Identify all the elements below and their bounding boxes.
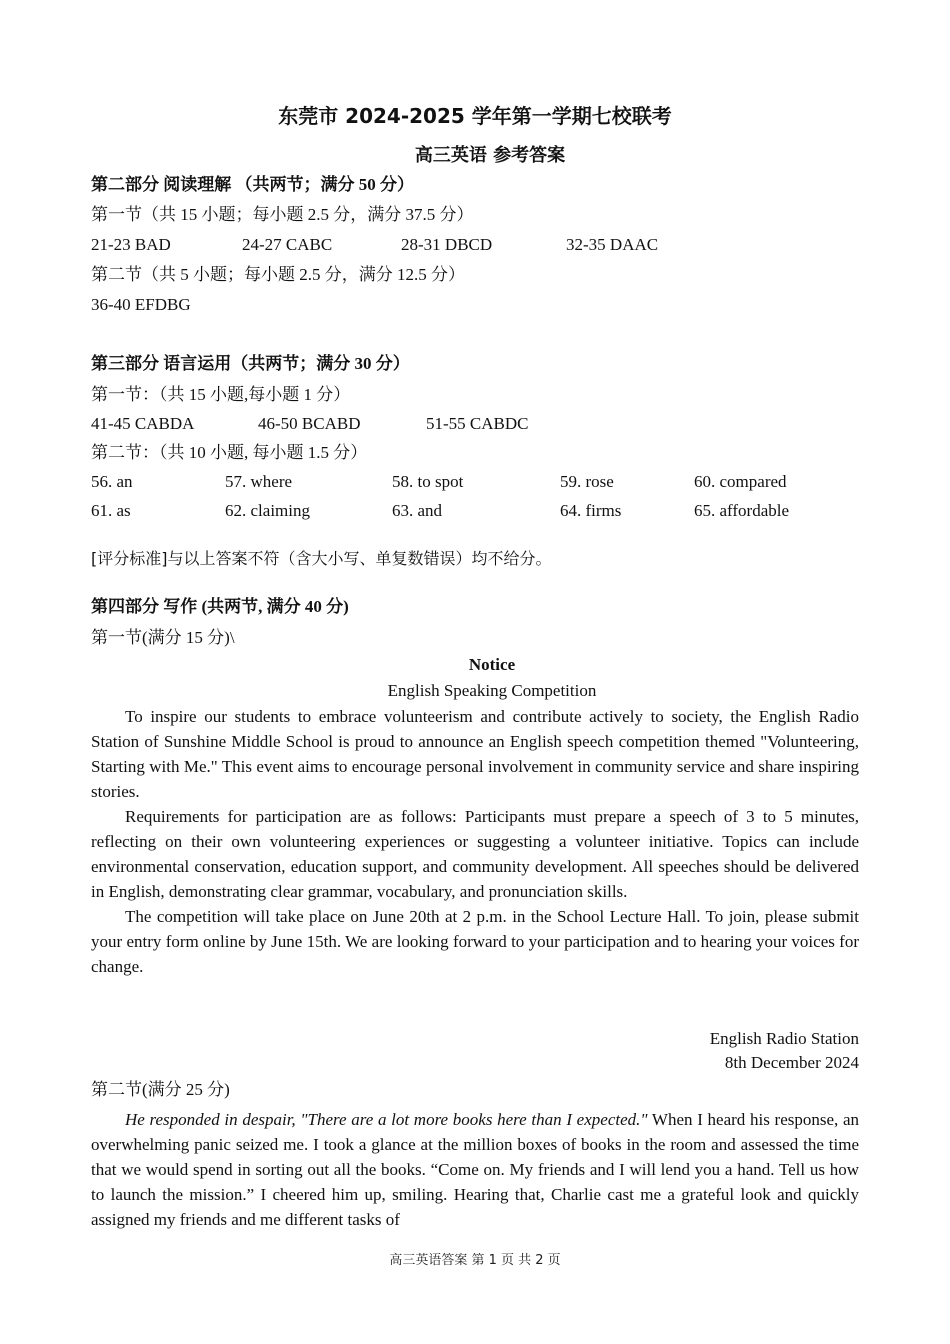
- part3-sec2-answer: 56. an: [91, 472, 133, 491]
- part3-sec1-answer: 46-50 BCABD: [258, 414, 361, 433]
- notice-date: 8th December 2024: [724, 1053, 859, 1072]
- part4-sec1-heading: 第一节(满分 15 分)\: [91, 628, 235, 647]
- part4-sec2-heading: 第二节(满分 25 分): [91, 1080, 230, 1099]
- story-body: [91, 1107, 859, 1232]
- part3-sec1-answer: 51-55 CABDC: [426, 414, 529, 433]
- notice-paragraph: To inspire our students to embrace volunteerism and contribute actively to society, the English Radio Station of Sunshine Middle School is proud to announce an English speech competition themed "Volunteering, Starting with Me." This event aims to encourage personal involvement in community service and share inspiring stories.: [91, 707, 859, 801]
- part3-sec1-answer: 41-45 CABDA: [91, 414, 195, 433]
- part3-sec2-answer: 65. affordable: [694, 501, 790, 520]
- part3-sec2-answer: 63. and: [392, 501, 443, 520]
- notice-signature: English Radio Station: [709, 1029, 859, 1048]
- part3-sec2-heading: 第二节：（共 10 小题, 每小题 1.5 分）: [91, 443, 368, 462]
- part3-sec2-answer: 60. compared: [694, 472, 787, 491]
- part4-heading: 第四部分 写作 (共两节, 满分 40 分): [91, 597, 349, 616]
- page-footer: 高三英语答案 第 1 页 共 2 页: [389, 1253, 561, 1268]
- part2-sec1-answer: 28-31 DBCD: [401, 235, 493, 254]
- story-paragraph: [91, 1107, 859, 1232]
- part2-sec1-heading: 第一节（共 15 小题；每小题 2.5 分，满分 37.5 分）: [91, 205, 474, 224]
- notice-paragraph: Requirements for participation are as follows: Participants must prepare a speech of 3 to 5 minutes, reflecting on their own volunteering experiences or suggesting a volunteer initiative. Topics can include environmental conservation, education support, and community development. All speeches should be delivered in English, demonstrating clear grammar, vocabulary, and pronunciation skills.: [91, 807, 859, 901]
- part3-sec2-answer: 59. rose: [560, 472, 614, 491]
- story-continuation: When I heard his response, an overwhelming panic seized me. I took a glance at the million boxes of books in the room and assessed the time that we would spend in sorting out all the books. “Come on. My friends and I will lend you a hand. Tell us how to launch the mission.” I cheered him up, smiling. Hearing that, Charlie cast me a grateful look and quickly assigned my friends and me different tasks of: [91, 1110, 860, 1229]
- part3-sec2-answer: 58. to spot: [392, 472, 464, 491]
- part3-sec2-answer: 62. claiming: [225, 501, 310, 520]
- page-subtitle: 高三英语 参考答案: [414, 145, 566, 166]
- notice-subtitle: English Speaking Competition: [387, 681, 597, 700]
- story-opening-sentence: He responded in despair, "There are a lot more books here than I expected.": [125, 1110, 648, 1129]
- part3-sec1-heading: 第一节：（共 15 小题,每小题 1 分）: [91, 385, 351, 404]
- part2-sec1-answer: 21-23 BAD: [91, 235, 171, 254]
- scoring-note: [评分标准]与以上答案不符（含大小写、单复数错误）均不给分。: [91, 549, 552, 568]
- part3-sec2-answer: 57. where: [225, 472, 293, 491]
- notice-paragraph: The competition will take place on June 20th at 2 p.m. in the School Lecture Hall. To join, please submit your entry form online by June 15th. We are looking forward to your participation and to hearing your voices for change.: [91, 907, 859, 976]
- part2-sec2-answer: 36-40 EFDBG: [91, 295, 191, 314]
- part2-sec2-heading: 第二节（共 5 小题；每小题 2.5 分，满分 12.5 分）: [91, 265, 465, 284]
- notice-body: [91, 704, 859, 979]
- part3-heading: 第三部分 语言运用（共两节；满分 30 分）: [91, 354, 410, 373]
- notice-title: Notice: [468, 655, 516, 674]
- page-title: 东莞市 2024-2025 学年第一学期七校联考: [278, 104, 672, 128]
- part2-sec1-answer: 24-27 CABC: [242, 235, 333, 254]
- part3-sec2-answer: 64. firms: [560, 501, 622, 520]
- part2-heading: 第二部分 阅读理解 （共两节；满分 50 分）: [91, 175, 414, 194]
- part3-sec2-answer: 61. as: [91, 501, 131, 520]
- part2-sec1-answer: 32-35 DAAC: [566, 235, 659, 254]
